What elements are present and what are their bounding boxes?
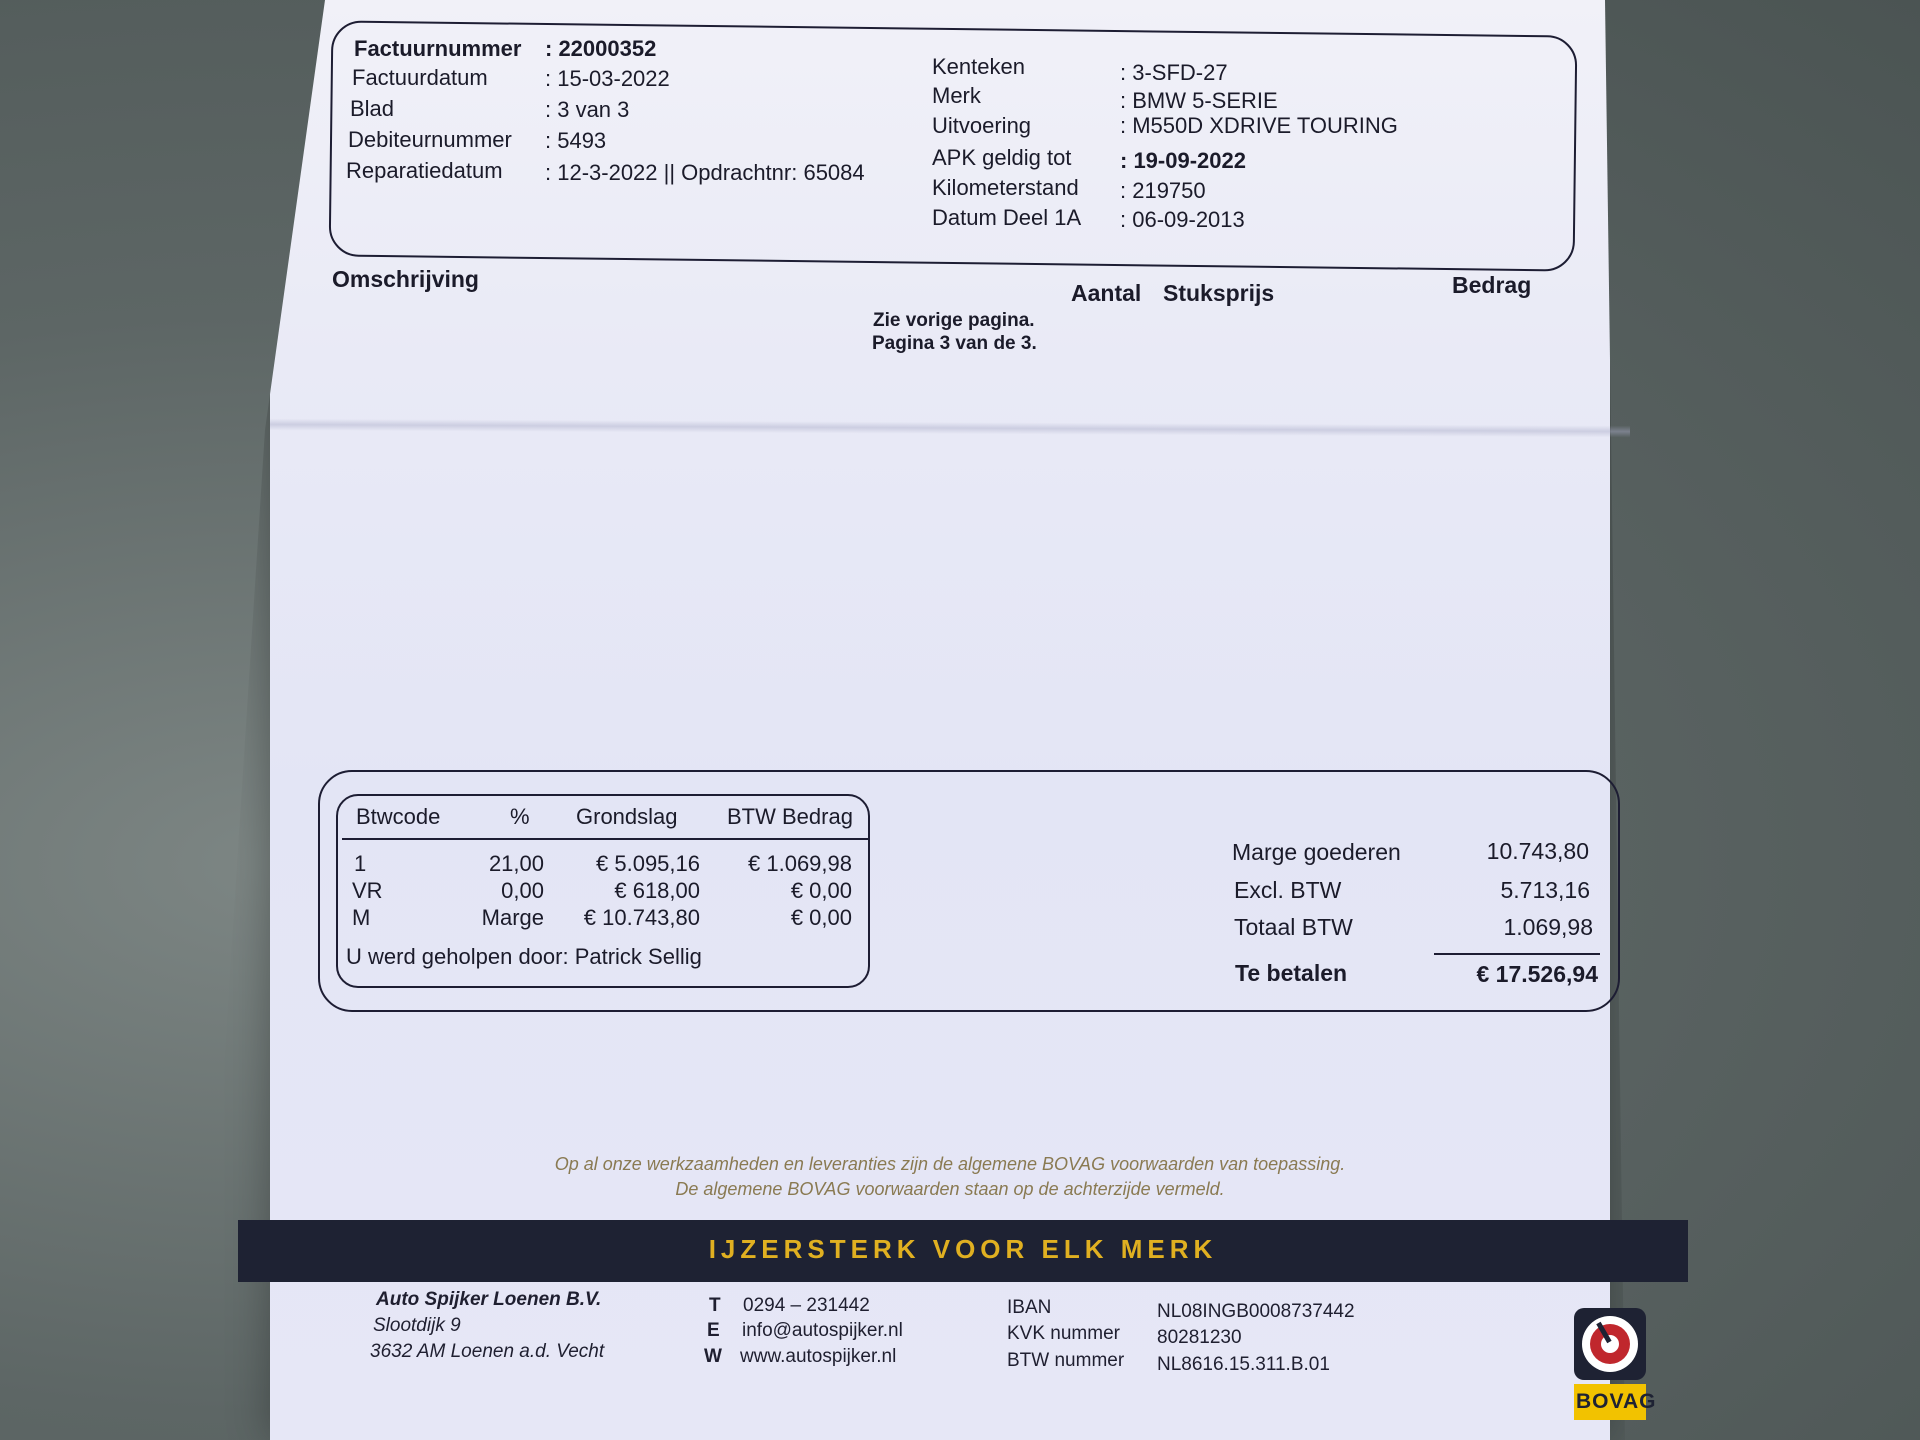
slogan-banner <box>238 1220 1688 1282</box>
vat-cell-percent: 0,00 <box>501 878 544 903</box>
mileage-value: : 219750 <box>1120 178 1206 203</box>
company-name: Auto Spijker Loenen B.V. <box>376 1289 602 1310</box>
kvk-value: 80281230 <box>1157 1327 1242 1348</box>
vat-header-base: Grondslag <box>576 804 678 829</box>
website-link[interactable]: www.autospijker.nl <box>740 1346 897 1367</box>
email-link[interactable]: info@autospijker.nl <box>742 1320 903 1341</box>
note-page-count: Pagina 3 van de 3. <box>872 333 1037 354</box>
vat-table <box>342 800 862 969</box>
vat-cell-percent: Marge <box>481 905 544 930</box>
note-previous-page: Zie vorige pagina. <box>873 310 1035 331</box>
bovag-logo <box>1572 1306 1657 1422</box>
repair-date-value: : 12-3-2022 || Opdrachtnr: 65084 <box>545 160 865 185</box>
table-row <box>342 905 862 932</box>
bovag-logo-text: BOVAG <box>1576 1390 1657 1413</box>
excl-vat-value: 5.713,16 <box>1500 877 1590 903</box>
plate-value: : 3-SFD-27 <box>1120 60 1228 85</box>
plate-label: Kenteken <box>932 54 1025 79</box>
excl-vat-label: Excl. BTW <box>1234 877 1342 903</box>
apk-value: : 19-09-2022 <box>1120 148 1246 173</box>
vat-cell-percent: 21,00 <box>488 851 544 876</box>
debtor-number-label: Debiteurnummer <box>348 127 512 152</box>
vat-cell-amount: € 0,00 <box>790 905 852 930</box>
vat-cell-amount: € 1.069,98 <box>748 851 852 876</box>
website-key: W <box>704 1346 722 1367</box>
column-unit-price: Stuksprijs <box>1163 280 1275 306</box>
vat-number-label: BTW nummer <box>1007 1350 1125 1371</box>
brand-label: Merk <box>932 83 981 108</box>
vat-header-amount: BTW Bedrag <box>727 804 853 829</box>
vat-cell-amount: € 0,00 <box>790 878 852 903</box>
margin-goods-value: 10.743,80 <box>1486 838 1589 864</box>
mileage-label: Kilometerstand <box>932 175 1079 200</box>
vat-cell-base: € 5.095,16 <box>596 851 700 876</box>
amount-due-label: Te betalen <box>1235 960 1348 986</box>
invoice-date-label: Factuurdatum <box>352 65 488 90</box>
column-quantity: Aantal <box>1071 280 1142 306</box>
email-key: E <box>707 1320 720 1341</box>
vat-number-value: NL8616.15.311.B.01 <box>1157 1354 1330 1375</box>
vat-cell-code: VR <box>352 878 383 903</box>
total-vat-label: Totaal BTW <box>1234 914 1353 940</box>
phone-key: T <box>709 1295 721 1316</box>
vat-cell-base: € 618,00 <box>614 878 700 903</box>
repair-date-label: Reparatiedatum <box>346 158 503 183</box>
column-amount: Bedrag <box>1452 272 1532 298</box>
total-vat-value: 1.069,98 <box>1503 914 1593 940</box>
margin-goods-label: Marge goederen <box>1232 839 1401 865</box>
brand-value: : BMW 5-SERIE <box>1120 88 1278 113</box>
vat-header-percent: % <box>510 804 530 829</box>
helped-by-text: U werd geholpen door: Patrick Sellig <box>346 944 702 969</box>
bovag-disclaimer <box>470 1152 1430 1202</box>
table-row <box>342 878 862 905</box>
helped-by-row <box>342 944 862 971</box>
vat-cell-code: M <box>352 905 371 930</box>
iban-label: IBAN <box>1007 1297 1052 1318</box>
iban-value: NL08INGB0008737442 <box>1157 1301 1355 1322</box>
model-label: Uitvoering <box>932 113 1032 138</box>
column-description: Omschrijving <box>332 266 479 292</box>
kvk-label: KVK nummer <box>1007 1323 1120 1344</box>
vat-header-code: Btwcode <box>356 804 441 829</box>
disclaimer-line-2: De algemene BOVAG voorwaarden staan op de achterzijde vermeld. <box>675 1179 1225 1199</box>
invoice-number-label: Factuurnummer <box>354 36 522 61</box>
page-value: : 3 van 3 <box>545 97 630 122</box>
company-city: 3632 AM Loenen a.d. Vecht <box>370 1341 605 1362</box>
registration-date-label: Datum Deel 1A <box>932 205 1082 230</box>
vat-cell-code: 1 <box>354 851 367 876</box>
page-label: Blad <box>350 96 395 121</box>
invoice-number-value: : 22000352 <box>545 36 657 61</box>
vat-header-row <box>342 804 862 831</box>
disclaimer-line-1: Op al onze werkzaamheden en leveranties zijn de algemene BOVAG voorwaarden van toepassing. <box>554 1154 1346 1174</box>
vat-cell-base: € 10.743,80 <box>583 905 700 930</box>
table-row <box>342 851 862 878</box>
amount-due-value: € 17.526,94 <box>1476 961 1598 987</box>
invoice-date-value: : 15-03-2022 <box>545 66 670 91</box>
company-street: Slootdijk 9 <box>373 1315 461 1336</box>
registration-date-value: : 06-09-2013 <box>1120 207 1245 232</box>
model-value: : M550D XDRIVE TOURING <box>1120 113 1398 138</box>
total-divider <box>1434 953 1600 955</box>
slogan-text: IJZERSTERK VOOR ELK MERK <box>708 1234 1218 1264</box>
phone-value[interactable]: 0294 – 231442 <box>743 1295 870 1316</box>
debtor-number-value: : 5493 <box>545 128 607 153</box>
apk-label: APK geldig tot <box>932 145 1072 170</box>
